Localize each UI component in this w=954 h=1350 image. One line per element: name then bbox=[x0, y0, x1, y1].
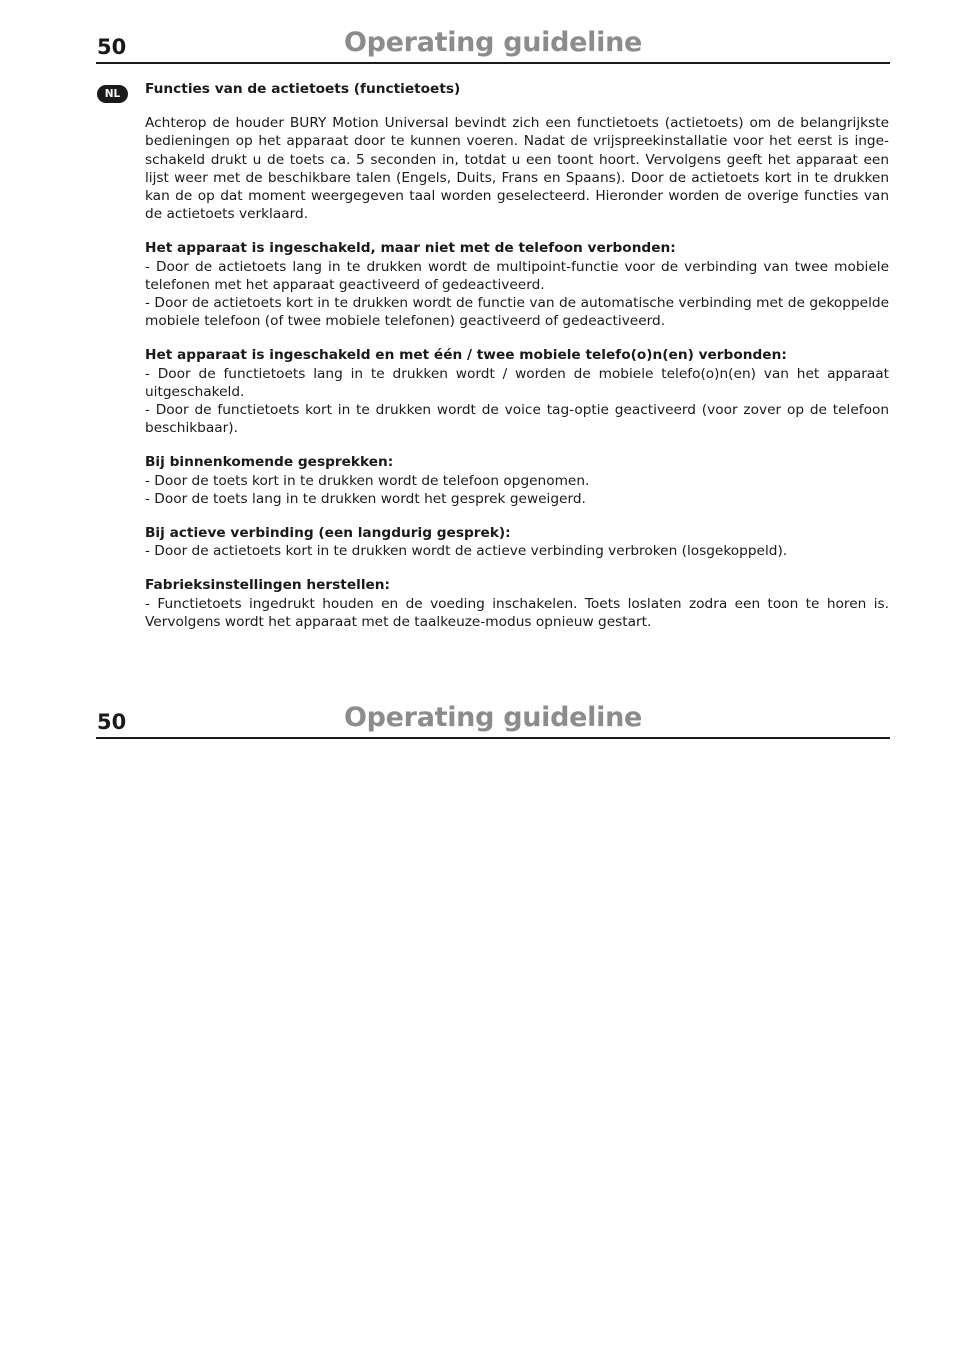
intro-paragraph: Achterop de houder BURY Motion Universal bevindt zich een functietoets (actietoets) om de belangrijkste bedieningen op het apparaat door te kunnen voeren. Nadat de vrijspreekinstallatie voor het eerst is ingeschakeld drukt u de toets ca. 5 seconden in, totdat u een toont hoort. Vervolgens geeft het apparaat een lijst weer met de beschikbare talen (Engels, Duits, Frans en Spaans). Door de actietoets kort in te drukken kan de op dat moment weergegeven taal worden geselecteerd. Hieronder worden de overige functies van de actietoets verklaard. bbox=[145, 115, 889, 223]
document-body bbox=[145, 80, 889, 647]
section-title: Functies van de actietoets (functietoets) bbox=[145, 81, 461, 97]
block-line: - Door de actietoets kort in te drukken wordt de functie van de automatische verbinding met de gekoppelde mobiele telefoon (of twee mobiele telefonen) geactiveerd of gedeactiveerd. bbox=[145, 295, 889, 330]
instruction-block bbox=[145, 453, 889, 508]
block-line: - Door de functietoets kort in te drukken wordt de voice tag-optie geactiveerd (voor zover op de telefoon beschikbaar). bbox=[145, 402, 889, 437]
block-line: - Door de toets lang in te drukken wordt het gesprek geweigerd. bbox=[145, 490, 586, 507]
block-heading: Het apparaat is ingeschakeld, maar niet met de telefoon verbonden: bbox=[145, 240, 676, 257]
language-badge: NL bbox=[97, 85, 128, 103]
block-line: - Functietoets ingedrukt houden en de voeding inschakelen. Toets loslaten zodra een toon te horen is. Vervolgens wordt het apparaat met de taalkeuze-modus opnieuw gestart. bbox=[145, 595, 889, 630]
page-number: 50 bbox=[97, 710, 127, 734]
block-heading: Fabrieksinstellingen herstellen: bbox=[145, 577, 391, 594]
page-title: Operating guideline bbox=[343, 27, 643, 58]
block-heading: Bij binnenkomende gesprekken: bbox=[145, 454, 394, 471]
block-line: - Door de actietoets kort in te drukken wordt de actieve verbinding verbroken (losgekoppeld). bbox=[145, 543, 788, 560]
instruction-block bbox=[145, 524, 889, 560]
instruction-block bbox=[145, 346, 889, 437]
block-line: - Door de toets kort in te drukken wordt de telefoon opgenomen. bbox=[145, 472, 590, 489]
block-heading: Bij actieve verbinding (een langdurig gesprek): bbox=[145, 525, 511, 542]
instruction-block bbox=[145, 239, 889, 330]
page-number: 50 bbox=[97, 35, 127, 59]
block-line: - Door de functietoets lang in te drukken wordt / worden de mobiele telefo(o)n(en) van het apparaat uitgeschakeld. bbox=[145, 365, 889, 400]
block-heading: Het apparaat is ingeschakeld en met één / twee mobiele telefo(o)n(en) verbonden: bbox=[145, 347, 787, 364]
block-line: - Door de actietoets lang in te drukken wordt de multipoint-functie voor de verbinding van twee mobiele telefonen met het apparaat geactiveerd of gedeactiveerd. bbox=[145, 258, 889, 293]
page-title: Operating guideline bbox=[343, 702, 643, 733]
page-header bbox=[96, 28, 890, 64]
instruction-block bbox=[145, 576, 889, 631]
next-page-header bbox=[96, 703, 890, 739]
